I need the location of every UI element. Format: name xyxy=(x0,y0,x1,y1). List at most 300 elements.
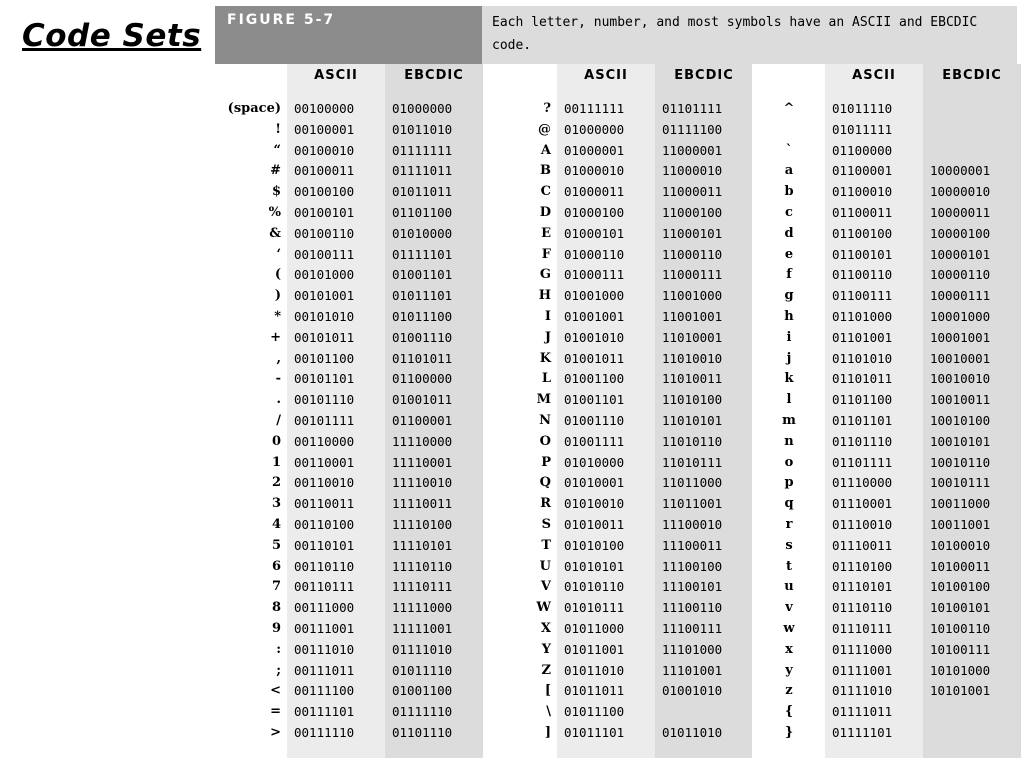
ebcdic-code-cell: 01100001 xyxy=(392,413,453,428)
ebcdic-code-cell: 01111110 xyxy=(392,704,453,720)
ascii-code-cell: 00110000 xyxy=(294,433,355,449)
ascii-code-cell: 01100011 xyxy=(832,205,893,220)
ascii-code-cell: 01001010 xyxy=(564,329,625,345)
character-cell: 4 xyxy=(271,517,281,532)
symbol-column xyxy=(485,64,557,758)
character-cell: o xyxy=(784,454,794,470)
ascii-code-cell: 00110101 xyxy=(294,537,355,553)
ascii-code-cell: 00110110 xyxy=(294,558,355,574)
ebcdic-code-cell: 01001100 xyxy=(392,683,453,699)
character-cell: , xyxy=(276,350,281,366)
ebcdic-code-cell: 01101011 xyxy=(392,350,453,366)
character-cell: s xyxy=(785,537,793,553)
ebcdic-code-cell: 10101001 xyxy=(930,683,991,699)
ascii-code-cell: 01100100 xyxy=(832,225,893,241)
ascii-code-cell: 01111010 xyxy=(832,683,893,699)
ascii-code-cell: 01101101 xyxy=(832,413,893,428)
character-cell: : xyxy=(276,641,281,657)
character-cell: R xyxy=(540,496,551,512)
ascii-code-cell: 01010010 xyxy=(564,496,625,512)
character-cell: } xyxy=(784,725,794,740)
ascii-code-cell: 00100000 xyxy=(294,101,355,116)
symbol-header xyxy=(485,64,557,96)
ascii-code-cell: 00111110 xyxy=(294,725,355,740)
ascii-code-cell: 01111011 xyxy=(832,704,893,720)
character-cell: T xyxy=(541,537,551,553)
ebcdic-code-cell: 01111010 xyxy=(392,641,453,657)
ebcdic-code-cell: 10100011 xyxy=(930,558,991,574)
ascii-code-cell: 01001000 xyxy=(564,288,625,304)
character-cell: l xyxy=(786,392,792,408)
character-cell: t xyxy=(785,558,792,574)
ebcdic-code-cell: 11000001 xyxy=(662,142,723,158)
group-divider xyxy=(752,64,754,758)
character-cell: B xyxy=(540,163,551,179)
ascii-code-cell: 00110011 xyxy=(294,496,355,512)
ebcdic-code-cell: 10000100 xyxy=(930,225,991,241)
ascii-code-cell: 00101001 xyxy=(294,288,355,304)
ebcdic-code-cell: 10010011 xyxy=(930,392,991,408)
ascii-code-cell: 00101111 xyxy=(294,413,355,428)
character-cell: V xyxy=(540,579,551,595)
character-cell: Z xyxy=(541,662,551,678)
ebcdic-code-cell: 01101111 xyxy=(662,101,723,116)
ascii-code-cell: 01011100 xyxy=(564,704,625,720)
symbol-column xyxy=(753,64,825,758)
ebcdic-code-cell: 11110011 xyxy=(392,496,453,512)
ascii-code-cell: 01110110 xyxy=(832,600,893,616)
ebcdic-code-cell xyxy=(923,141,1021,162)
ebcdic-code-cell: 11000111 xyxy=(662,267,723,283)
character-cell: F xyxy=(541,246,551,262)
character-cell: O xyxy=(539,433,551,449)
ebcdic-code-cell: 10011001 xyxy=(930,517,991,532)
character-cell: $ xyxy=(271,184,281,200)
character-cell: q xyxy=(784,496,794,512)
character-cell: Q xyxy=(539,475,551,491)
ebcdic-code-cell: 11101000 xyxy=(662,641,723,657)
ascii-code-cell: 01110001 xyxy=(832,496,893,512)
ascii-code-cell: 01010101 xyxy=(564,558,625,574)
character-cell: (space) xyxy=(227,101,281,116)
character-cell: ^ xyxy=(783,101,795,116)
ebcdic-code-cell: 11010101 xyxy=(662,413,723,428)
ebcdic-code-cell: 01011101 xyxy=(392,288,453,304)
ascii-code-cell: 01011101 xyxy=(564,725,625,740)
ebcdic-code-cell xyxy=(655,702,753,723)
ascii-code-cell: 01111101 xyxy=(832,725,893,740)
ascii-code-cell: 00111100 xyxy=(294,683,355,699)
ebcdic-code-cell: 01011010 xyxy=(392,121,453,137)
code-set-table xyxy=(215,64,1017,758)
ebcdic-header: EBCDIC xyxy=(655,64,753,96)
ascii-code-cell: 01011001 xyxy=(564,641,625,657)
ebcdic-code-cell: 11001001 xyxy=(662,309,723,324)
ebcdic-code-cell: 10000101 xyxy=(930,246,991,262)
ascii-code-cell: 01000010 xyxy=(564,163,625,179)
character-cell: % xyxy=(268,205,281,220)
ebcdic-code-cell: 01101110 xyxy=(392,725,453,740)
character-cell: \ xyxy=(546,704,551,720)
group-divider xyxy=(484,64,486,758)
character-cell: + xyxy=(270,329,281,345)
ebcdic-code-cell xyxy=(923,723,1021,744)
ebcdic-code-cell: 11010110 xyxy=(662,433,723,449)
ascii-code-cell: 01111001 xyxy=(832,662,893,678)
ebcdic-code-cell: 10011000 xyxy=(930,496,991,512)
ascii-code-cell: 00110010 xyxy=(294,475,355,491)
ascii-code-cell: 01101000 xyxy=(832,309,893,324)
ascii-code-cell: 01010001 xyxy=(564,475,625,491)
symbol-column xyxy=(215,64,287,758)
ebcdic-code-cell: 10001001 xyxy=(930,329,991,345)
ascii-code-cell: 01101100 xyxy=(832,392,893,408)
ebcdic-code-cell: 11110000 xyxy=(392,433,453,449)
ascii-code-cell: 00100100 xyxy=(294,184,355,200)
ascii-code-cell: 01110011 xyxy=(832,537,893,553)
ascii-code-cell: 01100001 xyxy=(832,163,893,179)
ascii-column xyxy=(557,64,655,758)
ebcdic-code-cell: 10000110 xyxy=(930,267,991,283)
ebcdic-code-cell: 11100111 xyxy=(662,621,723,636)
ascii-column xyxy=(287,64,385,758)
ascii-code-cell: 00111001 xyxy=(294,621,355,636)
ascii-code-cell: 00100011 xyxy=(294,163,355,179)
character-cell: 2 xyxy=(271,475,281,491)
ebcdic-code-cell xyxy=(923,120,1021,141)
ascii-code-cell: 01000000 xyxy=(564,121,625,137)
ascii-code-cell: 00101010 xyxy=(294,309,355,324)
ebcdic-code-cell: 11111001 xyxy=(392,621,453,636)
ebcdic-code-cell: 11010111 xyxy=(662,454,723,470)
ascii-header: ASCII xyxy=(287,64,385,96)
ebcdic-code-cell: 11101001 xyxy=(662,662,723,678)
ebcdic-code-cell: 01111011 xyxy=(392,163,453,179)
ebcdic-code-cell: 11001000 xyxy=(662,288,723,304)
ascii-code-cell: 01110111 xyxy=(832,621,893,636)
ascii-code-cell: 00110001 xyxy=(294,454,355,470)
ascii-code-cell: 01010110 xyxy=(564,579,625,595)
character-cell: 0 xyxy=(271,433,281,449)
character-cell: P xyxy=(541,454,551,470)
ebcdic-code-cell: 11011000 xyxy=(662,475,723,491)
ebcdic-code-cell: 10001000 xyxy=(930,309,991,324)
ebcdic-code-cell: 01000000 xyxy=(392,101,453,116)
ebcdic-header: EBCDIC xyxy=(923,64,1021,96)
ebcdic-code-cell: 10000010 xyxy=(930,184,991,200)
character-cell: k xyxy=(784,371,794,387)
ebcdic-code-cell: 10100101 xyxy=(930,600,991,616)
ascii-code-cell: 01001011 xyxy=(564,350,625,366)
ascii-code-cell: 01100010 xyxy=(832,184,893,200)
ebcdic-code-cell: 11100110 xyxy=(662,600,723,616)
ebcdic-code-cell: 01011100 xyxy=(392,309,453,324)
ebcdic-code-cell: 01010000 xyxy=(392,225,453,241)
character-cell: x xyxy=(785,641,793,657)
character-cell: D xyxy=(539,205,551,220)
character-cell: 5 xyxy=(271,537,281,553)
ebcdic-code-cell: 11100101 xyxy=(662,579,723,595)
ascii-code-cell: 01011111 xyxy=(832,121,893,137)
ascii-code-cell: 01110101 xyxy=(832,579,893,595)
ebcdic-code-cell: 10010101 xyxy=(930,433,991,449)
character-cell: d xyxy=(784,225,794,241)
ascii-code-cell: 01000111 xyxy=(564,267,625,283)
character-cell: u xyxy=(784,579,794,595)
ascii-code-cell: 00101101 xyxy=(294,371,355,387)
character-cell: “ xyxy=(273,142,281,158)
character-cell: 8 xyxy=(271,600,281,616)
ebcdic-code-cell: 11010011 xyxy=(662,371,723,387)
character-cell: G xyxy=(539,267,551,283)
character-cell: S xyxy=(541,517,551,532)
ascii-code-cell: 01110000 xyxy=(832,475,893,491)
ascii-column xyxy=(825,64,923,758)
ebcdic-code-cell: 01001010 xyxy=(662,683,723,699)
ebcdic-code-cell: 11011001 xyxy=(662,496,723,512)
ebcdic-code-cell: 01111101 xyxy=(392,246,453,262)
character-cell: r xyxy=(785,517,793,532)
character-cell: e xyxy=(784,246,794,262)
ebcdic-code-cell: 11100010 xyxy=(662,517,723,532)
ebcdic-code-cell: 01011110 xyxy=(392,662,453,678)
ascii-code-cell: 00110100 xyxy=(294,517,355,532)
character-cell: M xyxy=(536,392,551,408)
figure-caption: Each letter, number, and most symbols have an ASCII and EBCDIC code. xyxy=(482,6,1017,64)
ebcdic-column xyxy=(385,64,483,758)
ascii-header: ASCII xyxy=(825,64,923,96)
character-cell: L xyxy=(541,371,551,387)
ebcdic-code-cell: 01111100 xyxy=(662,121,723,137)
character-cell: W xyxy=(536,600,551,616)
ascii-code-cell: 01000001 xyxy=(564,142,625,158)
ebcdic-code-cell: 11000100 xyxy=(662,205,723,220)
character-cell: ( xyxy=(274,267,281,283)
character-cell: n xyxy=(784,433,794,449)
ascii-code-cell: 01111000 xyxy=(832,641,893,657)
ascii-code-cell: 01101011 xyxy=(832,371,893,387)
character-cell: 1 xyxy=(271,454,281,470)
character-cell: f xyxy=(786,267,792,283)
ascii-code-cell: 00101110 xyxy=(294,392,355,408)
character-cell: w xyxy=(783,621,795,636)
character-cell: 7 xyxy=(271,579,281,595)
character-cell: E xyxy=(541,225,551,241)
ebcdic-code-cell: 01011010 xyxy=(662,725,723,740)
character-cell: ] xyxy=(544,725,551,740)
character-cell: . xyxy=(276,392,281,408)
ebcdic-code-cell: 11110010 xyxy=(392,475,453,491)
ebcdic-code-cell xyxy=(923,99,1021,120)
ascii-code-cell: 01100110 xyxy=(832,267,893,283)
character-cell: c xyxy=(785,205,793,220)
ascii-code-cell: 00111101 xyxy=(294,704,355,720)
figure-number: FIGURE 5-7 xyxy=(215,6,482,64)
character-cell: ` xyxy=(785,142,793,158)
character-cell: [ xyxy=(544,683,551,699)
ebcdic-code-cell: 10100111 xyxy=(930,641,991,657)
character-cell: i xyxy=(786,329,792,345)
character-cell: > xyxy=(270,725,281,740)
character-cell: ) xyxy=(274,288,281,304)
ascii-code-cell: 01011010 xyxy=(564,662,625,678)
ascii-code-cell: 00101011 xyxy=(294,329,355,345)
ascii-code-cell: 00111111 xyxy=(564,101,625,116)
character-cell: I xyxy=(544,309,551,324)
ascii-code-cell: 01101001 xyxy=(832,329,893,345)
character-cell: 6 xyxy=(271,558,281,574)
character-cell: y xyxy=(785,662,793,678)
character-cell: z xyxy=(785,683,793,699)
ebcdic-code-cell: 01101100 xyxy=(392,205,453,220)
ascii-code-cell: 00110111 xyxy=(294,579,355,595)
ascii-code-cell: 01000101 xyxy=(564,225,625,241)
ebcdic-code-cell: 11000010 xyxy=(662,163,723,179)
character-cell: g xyxy=(784,288,794,304)
character-cell: - xyxy=(275,371,281,387)
character-cell: J xyxy=(544,329,551,345)
ascii-code-cell: 01010111 xyxy=(564,600,625,616)
ascii-code-cell: 01110100 xyxy=(832,558,893,574)
ascii-code-cell: 01000011 xyxy=(564,184,625,200)
ebcdic-column xyxy=(655,64,753,758)
ebcdic-code-cell: 11110101 xyxy=(392,537,453,553)
ascii-code-cell: 01000110 xyxy=(564,246,625,262)
ascii-code-cell: 01100101 xyxy=(832,246,893,262)
ebcdic-code-cell: 11110110 xyxy=(392,558,453,574)
ascii-code-cell: 00101000 xyxy=(294,267,355,283)
ascii-code-cell: 01101111 xyxy=(832,454,893,470)
ebcdic-code-cell: 11000011 xyxy=(662,184,723,200)
ascii-code-cell: 01011000 xyxy=(564,621,625,636)
ascii-code-cell: 01110010 xyxy=(832,517,893,532)
ebcdic-code-cell xyxy=(923,702,1021,723)
symbol-header xyxy=(215,64,287,96)
character-cell: m xyxy=(782,413,796,428)
ascii-code-cell: 00101100 xyxy=(294,350,355,366)
character-cell: H xyxy=(538,288,551,304)
character-cell: { xyxy=(784,704,794,720)
character-cell: @ xyxy=(538,121,551,137)
ebcdic-code-cell: 11010100 xyxy=(662,392,723,408)
ascii-header: ASCII xyxy=(557,64,655,96)
character-cell: ; xyxy=(276,662,281,678)
ascii-code-cell: 00100111 xyxy=(294,246,355,262)
ebcdic-code-cell: 11010001 xyxy=(662,329,723,345)
character-cell: & xyxy=(269,225,281,241)
ascii-code-cell: 01001111 xyxy=(564,433,625,449)
ebcdic-code-cell: 01001101 xyxy=(392,267,453,283)
ascii-code-cell: 01001100 xyxy=(564,371,625,387)
ebcdic-code-cell: 11110111 xyxy=(392,579,453,595)
ebcdic-code-cell: 11111000 xyxy=(392,600,453,616)
character-cell: ? xyxy=(543,101,551,116)
character-cell: ! xyxy=(275,121,281,137)
ebcdic-code-cell: 10010100 xyxy=(930,413,991,428)
character-cell: N xyxy=(539,413,551,428)
ebcdic-code-cell: 10100110 xyxy=(930,621,991,636)
character-cell: h xyxy=(784,309,794,324)
character-cell: 9 xyxy=(271,621,281,636)
ascii-code-cell: 01010011 xyxy=(564,517,625,532)
ascii-code-cell: 00100001 xyxy=(294,121,355,137)
character-cell: ‘ xyxy=(276,246,281,262)
ebcdic-code-cell: 10100100 xyxy=(930,579,991,595)
ebcdic-code-cell: 11110001 xyxy=(392,454,453,470)
ebcdic-code-cell: 10100010 xyxy=(930,537,991,553)
ebcdic-code-cell: 10010001 xyxy=(930,350,991,366)
ascii-code-cell: 01001101 xyxy=(564,392,625,408)
ascii-code-cell: 01010100 xyxy=(564,537,625,553)
ascii-code-cell: 00111011 xyxy=(294,662,355,678)
ebcdic-code-cell: 10010110 xyxy=(930,454,991,470)
ebcdic-code-cell: 01001011 xyxy=(392,392,453,408)
character-cell: 3 xyxy=(271,496,281,512)
ebcdic-code-cell: 11100011 xyxy=(662,537,723,553)
page-title: Code Sets xyxy=(22,18,202,54)
ebcdic-code-cell: 10101000 xyxy=(930,662,991,678)
character-cell: < xyxy=(270,683,281,699)
ascii-code-cell: 01100000 xyxy=(832,142,893,158)
ascii-code-cell: 01000100 xyxy=(564,205,625,220)
ascii-code-cell: 01001110 xyxy=(564,413,625,428)
character-cell: a xyxy=(784,163,794,179)
ebcdic-code-cell: 01011011 xyxy=(392,184,453,200)
ascii-code-cell: 01101010 xyxy=(832,350,893,366)
character-cell: # xyxy=(270,163,281,179)
character-cell: K xyxy=(539,350,551,366)
character-cell: Y xyxy=(541,641,551,657)
ascii-code-cell: 01100111 xyxy=(832,288,893,304)
ascii-code-cell: 00100010 xyxy=(294,142,355,158)
ebcdic-code-cell: 10000011 xyxy=(930,205,991,220)
ebcdic-code-cell: 10000111 xyxy=(930,288,991,304)
ascii-code-cell: 00100101 xyxy=(294,205,355,220)
ascii-code-cell: 01101110 xyxy=(832,433,893,449)
ebcdic-code-cell: 11100100 xyxy=(662,558,723,574)
character-cell: / xyxy=(276,413,281,428)
ebcdic-code-cell: 11000110 xyxy=(662,246,723,262)
character-cell: * xyxy=(274,309,281,324)
ebcdic-code-cell: 10010111 xyxy=(930,475,991,491)
ascii-code-cell: 01011110 xyxy=(832,101,893,116)
character-cell: X xyxy=(540,621,551,636)
ascii-code-cell: 00111010 xyxy=(294,641,355,657)
ebcdic-header: EBCDIC xyxy=(385,64,483,96)
ascii-code-cell: 01001001 xyxy=(564,309,625,324)
character-cell xyxy=(753,120,825,141)
character-cell: p xyxy=(784,475,794,491)
character-cell: j xyxy=(786,350,792,366)
ebcdic-code-cell: 11010010 xyxy=(662,350,723,366)
ebcdic-code-cell: 10000001 xyxy=(930,163,991,179)
character-cell: C xyxy=(540,184,551,200)
ebcdic-column xyxy=(923,64,1021,758)
character-cell: = xyxy=(270,704,281,720)
ebcdic-code-cell: 01001110 xyxy=(392,329,453,345)
ascii-code-cell: 00100110 xyxy=(294,225,355,241)
ebcdic-code-cell: 01111111 xyxy=(392,142,453,158)
ebcdic-code-cell: 01100000 xyxy=(392,371,453,387)
ebcdic-code-cell: 10010010 xyxy=(930,371,991,387)
character-cell: A xyxy=(540,142,551,158)
character-cell: v xyxy=(785,600,793,616)
symbol-header xyxy=(753,64,825,96)
ebcdic-code-cell: 11000101 xyxy=(662,225,723,241)
ebcdic-code-cell: 11110100 xyxy=(392,517,453,532)
character-cell: U xyxy=(539,558,551,574)
ascii-code-cell: 00111000 xyxy=(294,600,355,616)
